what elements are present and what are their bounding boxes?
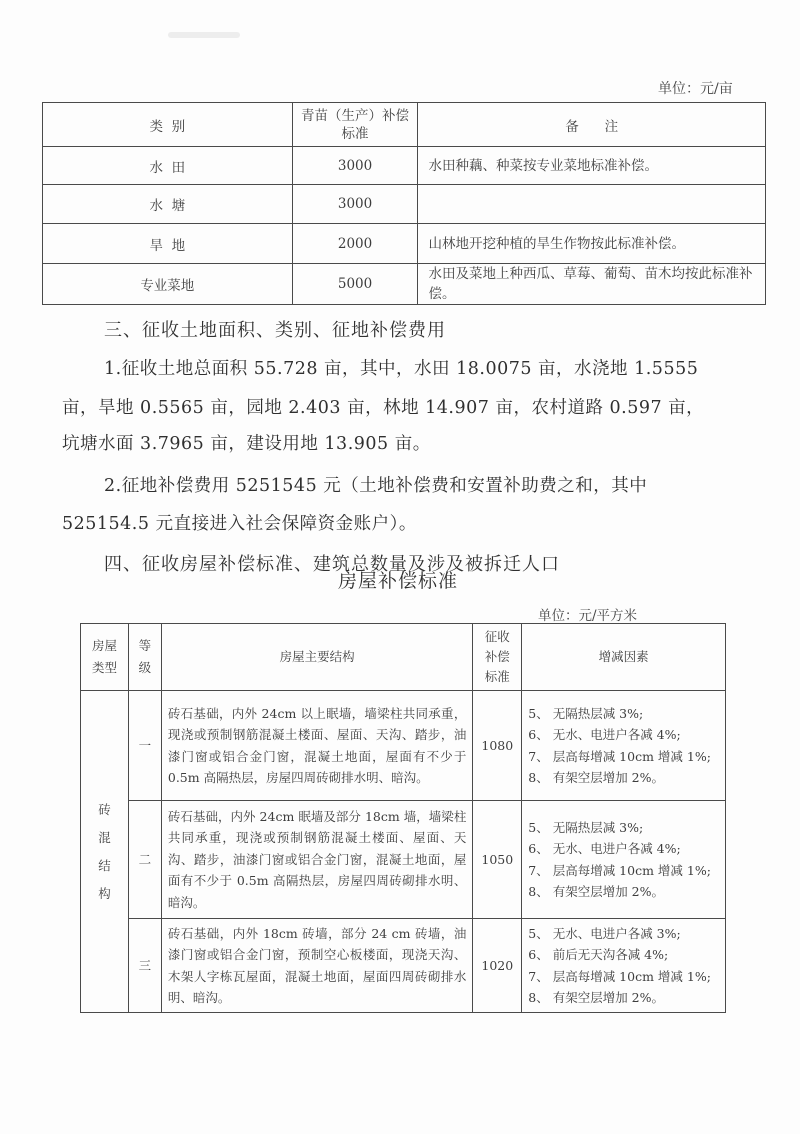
header-text: 征收 [484,629,510,644]
cell-standard: 1020 [473,919,522,1013]
paragraph-line: 坑塘水面 3.7965 亩，建设用地 13.905 亩。 [62,434,431,454]
header-text: 等 [138,638,152,653]
factor-item: 6、 无水、电进户各减 4%; [528,727,681,742]
table-title: 房屋补偿标准 [338,570,459,592]
table-row [43,185,766,224]
table-row [43,224,766,264]
cell-standard: 3000 [292,185,418,224]
cell-structure: 砖石基础，内外 24cm 眠墙及部分 18cm 墙，墙梁柱共同承重，现浇或预制钢筋混凝土楼面、屋面、天沟、踏步，油漆门窗或铝合金门窗，混凝土地面，屋面有不少于 0.5m 高隔热层，房屋四周砖砌排水明、暗沟。 [161,801,472,919]
factor-item: 8、 有架空层增加 2%。 [528,770,665,785]
header-note: 备 注 [418,103,766,147]
factor-item: 6、 无水、电进户各减 4%; [528,841,681,856]
factor-item: 5、 无水、电进户各减 3%; [528,925,681,941]
cell-grade: 一 [128,691,161,801]
cell-category: 水 田 [43,147,293,185]
table-row [43,147,766,185]
factor-item: 5、 无隔热层减 3%; [528,819,644,835]
cell-house-type [81,691,129,1013]
factor-item: 7、 层高每增减 10cm 增减 1%; [528,748,711,764]
header-house-type [81,624,129,691]
paragraph-line: 525154.5 元直接进入社会保障资金账户）。 [62,514,417,534]
cell-factors [522,919,726,1013]
header-category: 类 别 [43,103,293,147]
cell-category: 水 塘 [43,185,293,224]
cell-category: 专业菜地 [43,264,293,305]
section-3-heading: 三、征收土地面积、类别、征地补偿费用 [104,320,446,341]
paragraph-line: 亩，旱地 0.5565 亩，园地 2.403 亩，林地 14.907 亩，农村道路 0.597 亩， [62,398,705,418]
table-row [81,691,726,801]
type-char: 混 [98,829,111,845]
header-text: 类型 [91,660,117,675]
cell-structure: 砖石基础，内外 18cm 砖墙，部分 24 cm 砖墙，油漆门窗或铝合金门窗，预制空心板楼面，现浇天沟、木架人字栋瓦屋面，混凝土地面，屋面四周砖砌排水明、暗沟。 [161,919,472,1013]
factor-item: 5、 无隔热层减 3%; [528,705,644,721]
scan-artifact [168,32,240,38]
cell-factors [522,691,726,801]
header-factors: 增减因素 [522,624,726,691]
factor-item: 6、 前后无天沟各减 4%; [528,947,669,962]
cell-note: 水田种藕、种菜按专业菜地标准补偿。 [418,147,766,185]
cell-note: 水田及菜地上种西瓜、草莓、葡萄、苗木均按此标准补偿。 [418,264,766,305]
unit-label-mu: 单位：元/亩 [658,81,733,97]
factor-item: 8、 有架空层增加 2%。 [528,990,665,1005]
type-char: 砖 [98,801,111,817]
factor-item: 7、 层高每增减 10cm 增减 1%; [528,968,711,984]
table-row [43,264,766,305]
house-compensation-table [80,623,726,1013]
cell-standard: 5000 [292,264,418,305]
cell-factors [522,801,726,919]
paragraph-line: 1.征收土地总面积 55.728 亩，其中，水田 18.0075 亩，水浇地 1.5555 [104,359,699,379]
table-header-row [81,624,726,691]
cell-standard: 2000 [292,224,418,264]
header-standard: 青苗（生产）补偿标准 [292,103,418,147]
header-structure: 房屋主要结构 [161,624,472,691]
cell-standard: 1080 [473,691,522,801]
table-row [81,801,726,919]
cell-standard: 3000 [292,147,418,185]
header-text: 级 [138,660,152,675]
header-text: 房屋 [91,638,117,653]
type-char: 结 [98,857,111,873]
factor-item: 8、 有架空层增加 2%。 [528,884,665,899]
factor-item: 7、 层高每增减 10cm 增减 1%; [528,862,711,878]
table-header-row [43,103,766,147]
section-4-heading: 四、征收房屋补偿标准、建筑总数量及涉及被拆迁人口 [104,554,560,575]
header-standard [473,624,522,691]
cell-standard: 1050 [473,801,522,919]
header-text: 补偿 [484,649,510,664]
unit-label-sqm: 单位：元/平方米 [538,608,638,624]
header-grade [128,624,161,691]
cell-structure: 砖石基础，内外 24cm 以上眠墙，墙梁柱共同承重，现浇或预制钢筋混凝土楼面、屋面、天沟、踏步，油漆门窗或铝合金门窗，混凝土地面，屋面有不少于 0.5m 高隔热层，房屋四周砖砌排水明、暗沟。 [161,691,472,801]
cell-grade: 二 [128,801,161,919]
type-char: 构 [98,885,111,901]
paragraph-line: 2.征地补偿费用 5251545 元（土地补偿费和安置补助费之和，其中 [104,476,648,496]
cell-grade: 三 [128,919,161,1013]
header-text: 标准 [484,669,510,684]
cell-note: 山林地开挖种植的旱生作物按此标准补偿。 [418,224,766,264]
crop-compensation-table [42,102,766,305]
cell-category: 旱 地 [43,224,293,264]
cell-note [418,185,766,224]
table-row [81,919,726,1013]
